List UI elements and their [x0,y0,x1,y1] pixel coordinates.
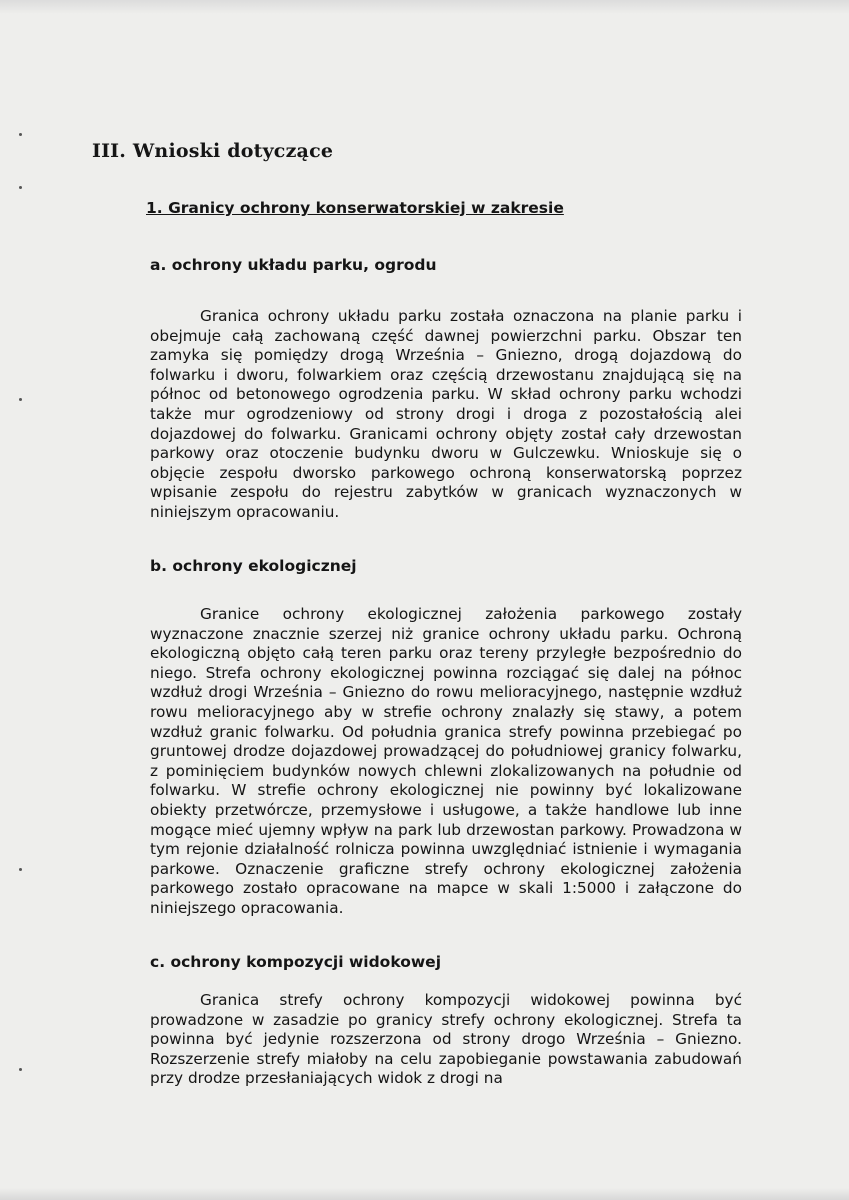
section-heading: III. Wnioski dotyczące [92,140,334,162]
section-c-paragraph: Granica strefy ochrony kompozycji widokowej powinna być prowadzone w zasadzie po granicy strefy ochrony ekologicznej. Strefa ta powinna być jedynie rozszerzona od strony drogo Września – Gniezno. Rozszerzenie strefy miałoby na celu zapobieganie powstawania zabudowań przy drodze przesłaniających widok z drogi na [150,991,742,1088]
punch-hole-mark [19,186,22,189]
punch-hole-mark [19,398,22,401]
scan-edge-bottom [0,1188,849,1200]
subsection-heading: 1. Granicy ochrony konserwatorskiej w zakresie [146,199,564,217]
scan-edge-top [0,0,849,14]
punch-hole-mark [19,1068,22,1071]
section-a-paragraph: Granica ochrony układu parku została oznaczona na planie parku i obejmuje całą zachowaną część dawnej powierzchni parku. Obszar ten zamyka się pomiędzy drogą Września – Gniezno, drogą dojazdową do folwarku i dworu, folwarkiem oraz częścią drzewostanu znajdującą się na północ od betonowego ogrodzenia parku. W skład ochrony parku wchodzi także mur ogrodzeniowy od strony drogi i droga z pozostałością alei dojazdowej do folwarku. Granicami ochrony objęty został cały drzewostan parkowy oraz otoczenie budynku dworu w Gulczewku. Wnioskuje się o objęcie zespołu dworsko parkowego ochroną konserwatorską poprzez wpisanie zespołu do rejestru zabytków w granicach wyznaczonych w niniejszym opracowaniu. [150,307,742,521]
punch-hole-mark [19,133,22,136]
punch-hole-mark [19,868,22,871]
section-b-paragraph: Granice ochrony ekologicznej założenia parkowego zostały wyznaczone znacznie szerzej niż granice ochrony układu parku. Ochroną ekologiczną objęto całą teren parku oraz tereny przyległe bezpośrednio do niego. Strefa ochrony ekologicznej powinna rozciągać się dalej na północ wzdłuż drogi Września – Gniezno do rowu melioracyjnego, następnie wzdłuż rowu melioracyjnego aby w strefie ochrony znalazły się stawy, a potem wzdłuż granic folwarku. Od południa granica strefy powinna przebiegać po gruntowej drodze dojazdowej prowadzącej do południowej granicy folwarku, z pominięciem budynków nowych chlewni zlokalizowanych na południe od folwarku. W strefie ochrony ekologicznej nie powinny być lokalizowane obiekty przetwórcze, przemysłowe i usługowe, a także handlowe lub inne mogące mieć ujemny wpływ na park lub drzewostan parkowy. Prowadzona w tym rejonie działalność rolnicza powinna uwzględniać istnienie i wymagania parkowe. Oznaczenie graficzne strefy ochrony ekologicznej założenia parkowego zostało opracowane na mapce w skali 1:5000 i załączone do niniejszego opracowania. [150,605,742,917]
section-a-title: a. ochrony układu parku, ogrodu [150,256,437,274]
section-c-title: c. ochrony kompozycji widokowej [150,953,442,971]
section-b-title: b. ochrony ekologicznej [150,557,357,575]
